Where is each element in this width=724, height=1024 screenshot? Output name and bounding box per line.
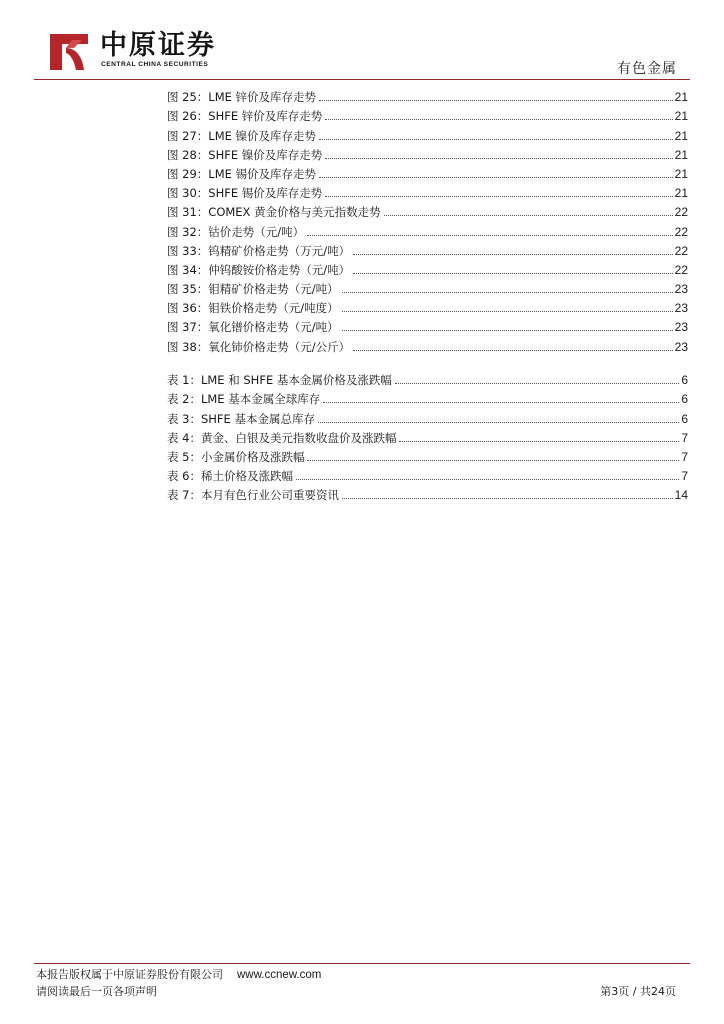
- table-list: [167, 368, 688, 502]
- toc-leader: [399, 441, 679, 442]
- toc-entry[interactable]: [167, 406, 688, 425]
- section-title: 有色金属: [617, 61, 677, 77]
- toc-entry-page: 23: [674, 301, 688, 316]
- copyright-text: 本报告版权属于中原证券股份有限公司: [36, 968, 223, 981]
- company-logo-icon: [48, 32, 90, 72]
- page-header: [0, 0, 724, 80]
- toc-entry-label: 图 36：钼铁价格走势（元/吨度）: [167, 301, 339, 316]
- toc-entry-label: 表 3：SHFE 基本金属总库存: [167, 411, 315, 426]
- toc-entry-page: 21: [674, 109, 688, 124]
- toc-entry[interactable]: [167, 143, 688, 162]
- toc-entry[interactable]: [167, 368, 688, 387]
- toc-leader: [342, 292, 673, 293]
- toc-leader: [384, 215, 673, 216]
- toc-leader: [342, 498, 673, 499]
- toc-entry-page: 7: [681, 430, 688, 445]
- disclaimer-note: 请阅读最后一页各项声明: [36, 985, 157, 998]
- website-link[interactable]: www.ccnew.com: [237, 969, 322, 981]
- toc-entry[interactable]: [167, 464, 688, 483]
- toc-entry-page: 22: [674, 224, 688, 239]
- toc-entry[interactable]: [167, 387, 688, 406]
- toc-entry[interactable]: [167, 239, 688, 258]
- toc-entry-label: 表 7：本月有色行业公司重要资讯: [167, 488, 339, 503]
- toc-entry-label: 图 32：钴价走势（元/吨）: [167, 224, 305, 239]
- footer-copyright-line: [36, 968, 321, 982]
- toc-leader: [319, 139, 673, 140]
- toc-leader: [395, 383, 679, 384]
- toc-entry-page: 21: [674, 90, 688, 105]
- toc-entry-label: 图 25：LME 锌价及库存走势: [167, 90, 317, 105]
- toc-leader: [323, 402, 679, 403]
- toc-entry[interactable]: [167, 334, 688, 353]
- toc-entry-label: 图 38：氧化铈价格走势（元/公斤）: [167, 339, 351, 354]
- toc-entry-label: 表 4：黄金、白银及美元指数收盘价及涨跌幅: [167, 430, 397, 445]
- toc-leader: [319, 100, 673, 101]
- toc-entry[interactable]: [167, 483, 688, 502]
- toc-entry[interactable]: [167, 426, 688, 445]
- toc-entry[interactable]: [167, 162, 688, 181]
- toc-leader: [325, 158, 672, 159]
- toc-entry-page: 6: [681, 411, 688, 426]
- toc-entry-page: 6: [681, 392, 688, 407]
- toc-entry-label: 图 30：SHFE 锡价及库存走势: [167, 186, 323, 201]
- toc-entry-page: 23: [674, 339, 688, 354]
- toc-leader: [325, 119, 672, 120]
- toc-entry-page: 23: [674, 320, 688, 335]
- toc-leader: [353, 254, 672, 255]
- toc-entry-page: 7: [681, 469, 688, 484]
- toc-entry-label: 图 28：SHFE 镍价及库存走势: [167, 147, 323, 162]
- toc-entry-page: 23: [674, 282, 688, 297]
- toc-entry[interactable]: [167, 104, 688, 123]
- toc-entry[interactable]: [167, 85, 688, 104]
- toc-entry[interactable]: [167, 315, 688, 334]
- toc-entry[interactable]: [167, 181, 688, 200]
- toc-entry[interactable]: [167, 277, 688, 296]
- logo-text-cn: 中原证券: [100, 30, 216, 61]
- toc-entry-page: 21: [674, 186, 688, 201]
- toc-entry-page: 21: [674, 166, 688, 181]
- toc-leader: [319, 177, 673, 178]
- toc-leader: [307, 235, 672, 236]
- toc-entry[interactable]: [167, 123, 688, 142]
- toc-entry[interactable]: [167, 258, 688, 277]
- toc-entry-page: 22: [674, 262, 688, 277]
- toc-entry-label: 图 29：LME 锡价及库存走势: [167, 166, 317, 181]
- logo-text-en: CENTRAL CHINA SECURITIES: [101, 61, 209, 68]
- toc-entry-label: 图 27：LME 镍价及库存走势: [167, 128, 317, 143]
- toc-leader: [325, 196, 672, 197]
- header-divider: [34, 79, 690, 80]
- toc-entry[interactable]: [167, 200, 688, 219]
- toc-leader: [318, 422, 679, 423]
- toc-entry-page: 21: [674, 147, 688, 162]
- toc-leader: [342, 330, 673, 331]
- toc-leader: [353, 350, 672, 351]
- toc-entry-page: 22: [674, 243, 688, 258]
- toc-entry-label: 图 37：氧化镨价格走势（元/吨）: [167, 320, 339, 335]
- page-number: 第3页 / 共24页: [600, 985, 676, 998]
- toc-entry-page: 7: [681, 449, 688, 464]
- toc-entry-page: 22: [674, 205, 688, 220]
- toc-entry-label: 图 33：钨精矿价格走势（万元/吨）: [167, 243, 351, 258]
- toc-entry-label: 图 34：仲钨酸铵价格走势（元/吨）: [167, 262, 351, 277]
- toc-entry-label: 图 26：SHFE 锌价及库存走势: [167, 109, 323, 124]
- toc-leader: [353, 273, 672, 274]
- toc-entry[interactable]: [167, 296, 688, 315]
- toc-leader: [296, 479, 679, 480]
- toc-entry-page: 21: [674, 128, 688, 143]
- toc-leader: [307, 460, 679, 461]
- toc-leader: [342, 311, 673, 312]
- toc-entry-label: 表 6：稀土价格及涨跌幅: [167, 469, 293, 484]
- footer-divider: [34, 963, 690, 964]
- figure-list: [167, 85, 688, 354]
- toc-entry[interactable]: [167, 219, 688, 238]
- toc-entry-label: 表 2：LME 基本金属全球库存: [167, 392, 321, 407]
- toc-entry-page: 14: [674, 488, 688, 503]
- toc-entry-label: 图 35：钼精矿价格走势（元/吨）: [167, 282, 339, 297]
- toc-entry-label: 图 31：COMEX 黄金价格与美元指数走势: [167, 205, 381, 220]
- toc-entry[interactable]: [167, 445, 688, 464]
- toc-entry-label: 表 5：小金属价格及涨跌幅: [167, 449, 305, 464]
- toc-entry-label: 表 1：LME 和 SHFE 基本金属价格及涨跌幅: [167, 373, 392, 388]
- toc-entry-page: 6: [681, 373, 688, 388]
